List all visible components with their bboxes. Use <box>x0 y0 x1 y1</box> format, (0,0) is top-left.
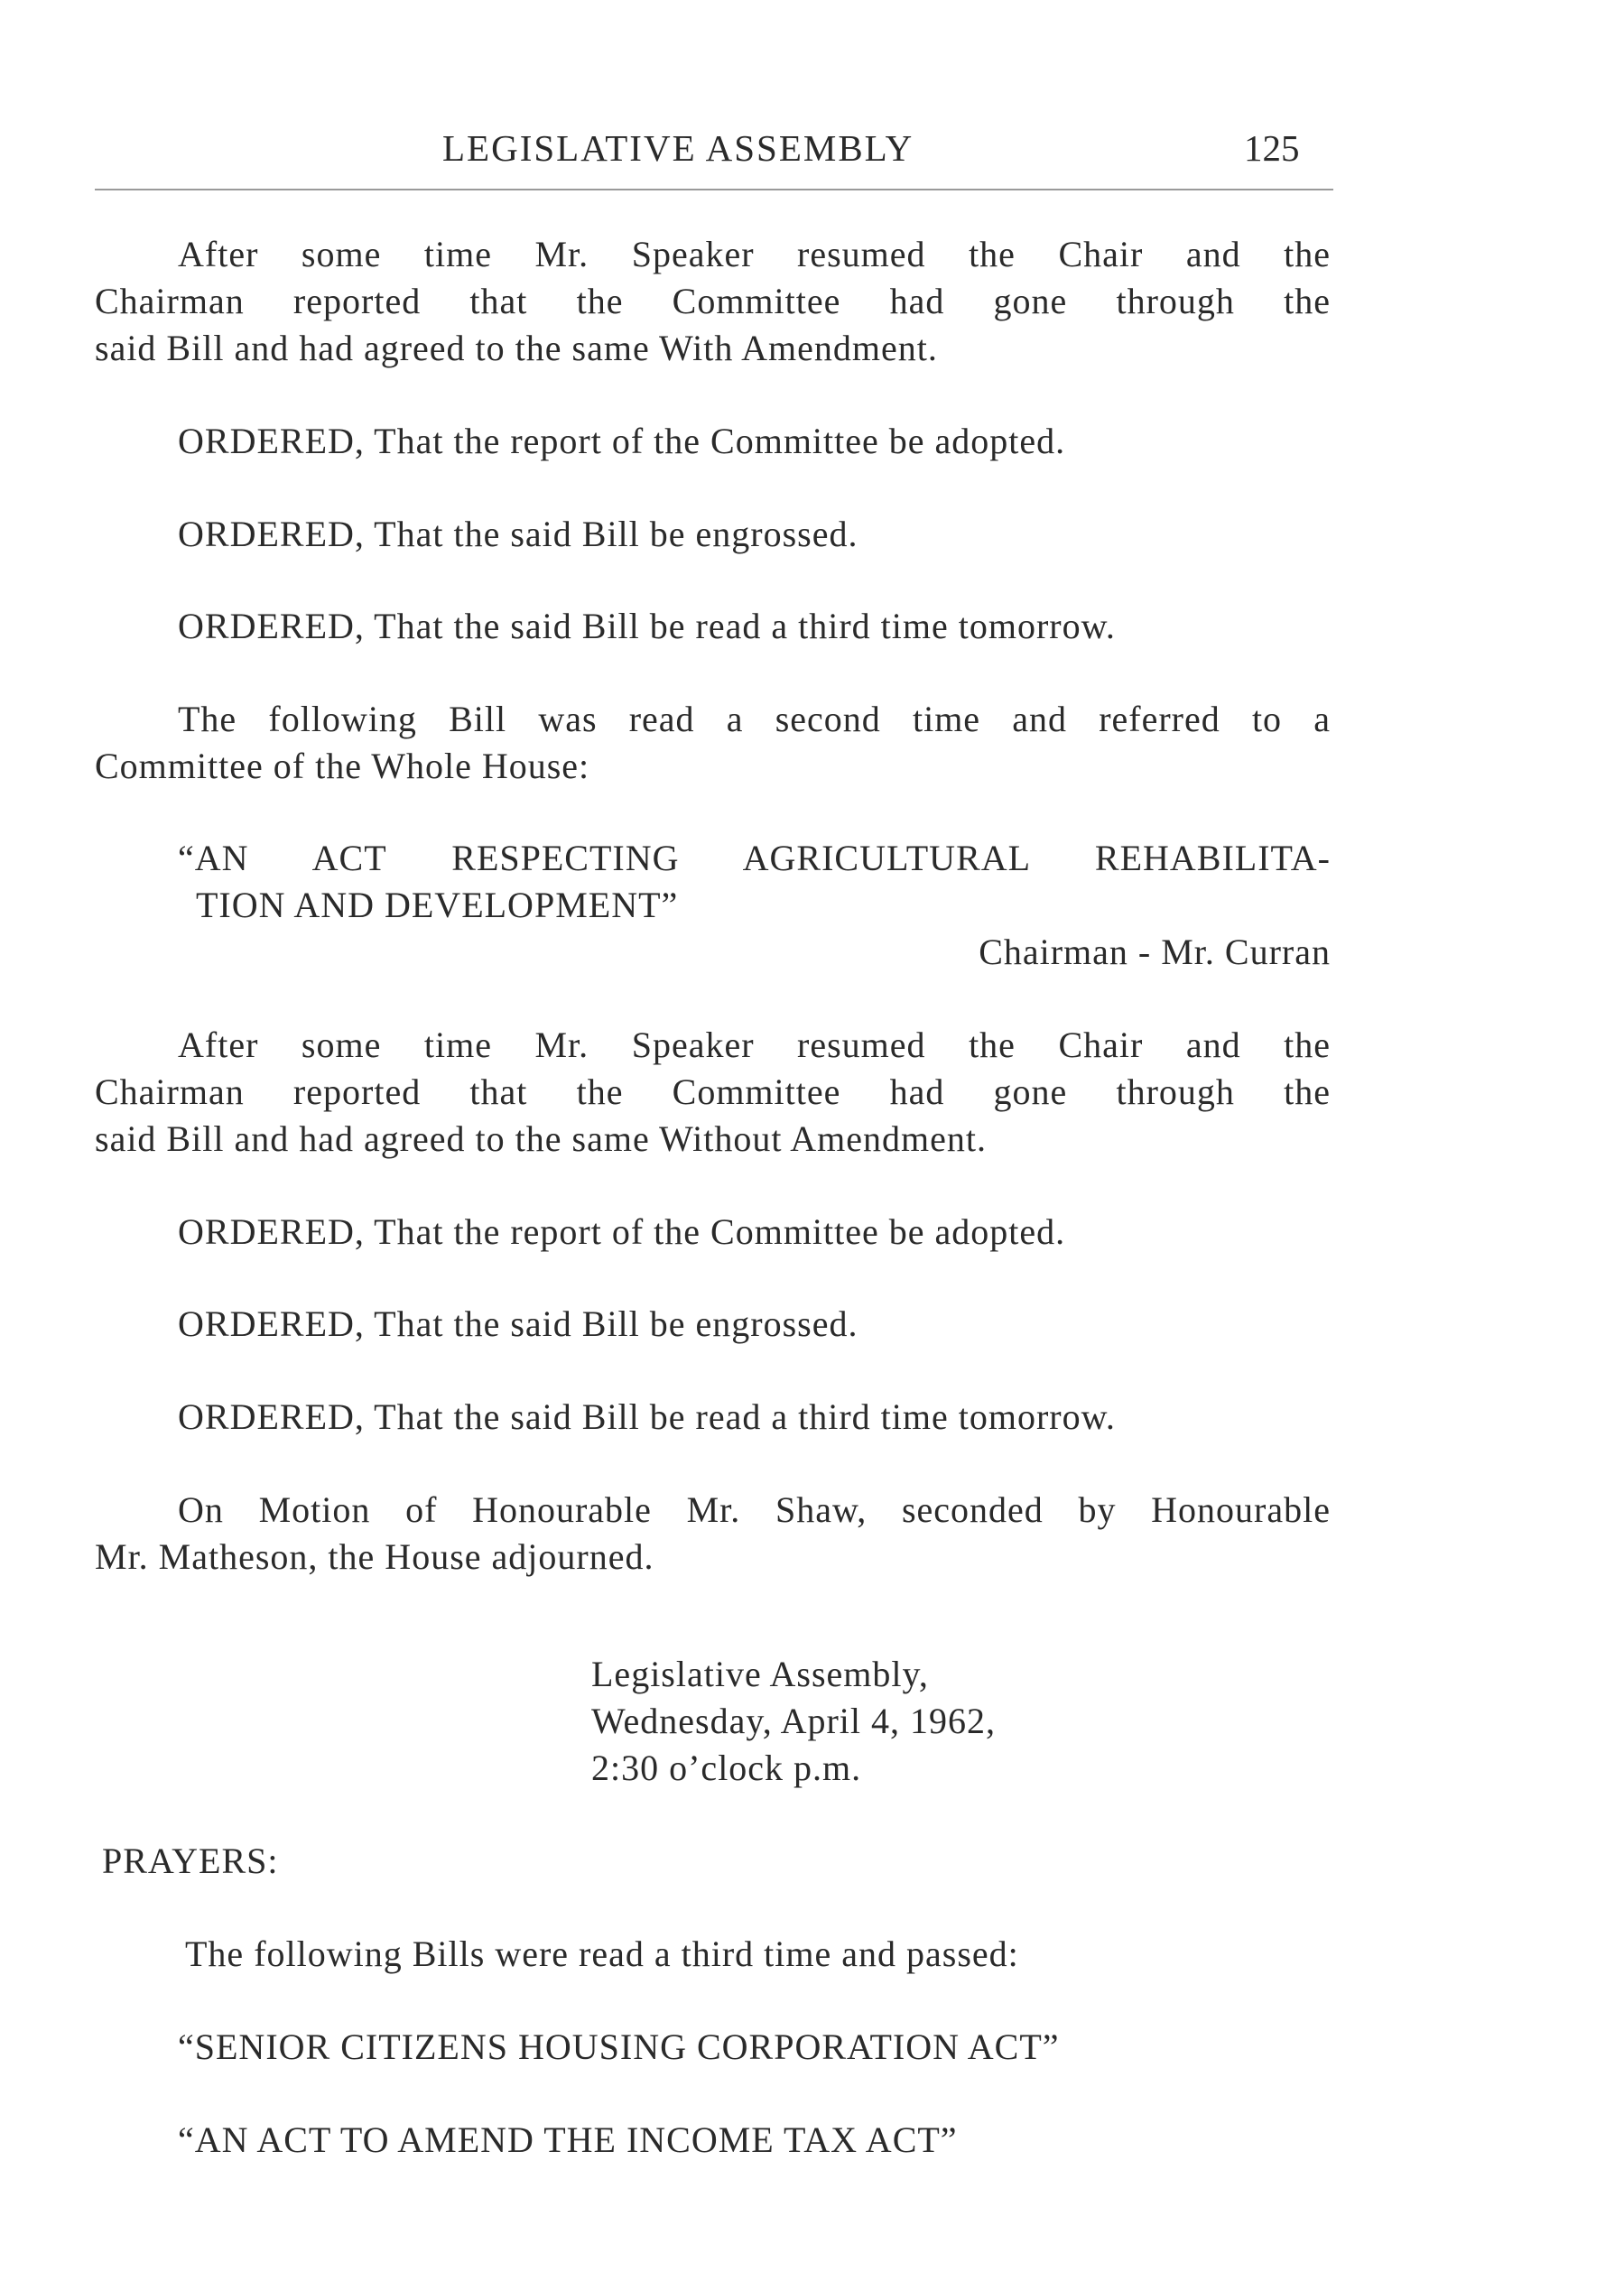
bill-title-line: TION AND DEVELOPMENT” <box>196 885 679 925</box>
paragraph-line: Chairman reported that the Committee had gone through the <box>95 1071 1331 1112</box>
passed-bill-title: “AN ACT TO AMEND THE INCOME TAX ACT” <box>178 2119 958 2160</box>
prayers-heading: PRAYERS: <box>102 1841 279 1881</box>
ordered-line: ORDERED, That the report of the Committee be adopted. <box>178 421 1066 461</box>
paragraph-line: said Bill and had agreed to the same Without Amendment. <box>95 1118 988 1159</box>
paragraph-line: Chairman reported that the Committee had gone through the <box>95 281 1331 321</box>
ordered-line: ORDERED, That the said Bill be read a third time tomorrow. <box>178 606 1116 646</box>
ordered-line: ORDERED, That the said Bill be read a third time tomorrow. <box>178 1396 1116 1437</box>
dateline-line: 2:30 o’clock p.m. <box>591 1748 862 1788</box>
bill-title-line: “AN ACT RESPECTING AGRICULTURAL REHABILITA- <box>178 838 1331 878</box>
paragraph-line: said Bill and had agreed to the same With Amendment. <box>95 328 938 368</box>
paragraph-line: After some time Mr. Speaker resumed the Chair and the <box>178 234 1331 274</box>
dateline-line: Wednesday, April 4, 1962, <box>591 1701 997 1741</box>
paragraph-line: The following Bills were read a third time and passed: <box>185 1933 1019 1974</box>
page-number: 125 <box>1244 127 1300 169</box>
ordered-line: ORDERED, That the said Bill be engrossed. <box>178 1303 858 1344</box>
header-rule <box>95 189 1333 190</box>
dateline-line: Legislative Assembly, <box>591 1654 929 1694</box>
chairman-line: Chairman - Mr. Curran <box>979 932 1331 972</box>
paragraph-line: After some time Mr. Speaker resumed the Chair and the <box>178 1025 1331 1065</box>
ordered-line: ORDERED, That the report of the Committee be adopted. <box>178 1211 1066 1252</box>
paragraph-line: The following Bill was read a second time and referred to a <box>178 699 1331 739</box>
paragraph-line: Mr. Matheson, the House adjourned. <box>95 1536 654 1577</box>
running-header-title: LEGISLATIVE ASSEMBLY <box>442 127 914 169</box>
passed-bill-title: “SENIOR CITIZENS HOUSING CORPORATION ACT” <box>178 2026 1060 2067</box>
ordered-line: ORDERED, That the said Bill be engrossed. <box>178 514 858 554</box>
paragraph-line: On Motion of Honourable Mr. Shaw, seconded by Honourable <box>178 1489 1331 1530</box>
paragraph-line: Committee of the Whole House: <box>95 746 590 786</box>
